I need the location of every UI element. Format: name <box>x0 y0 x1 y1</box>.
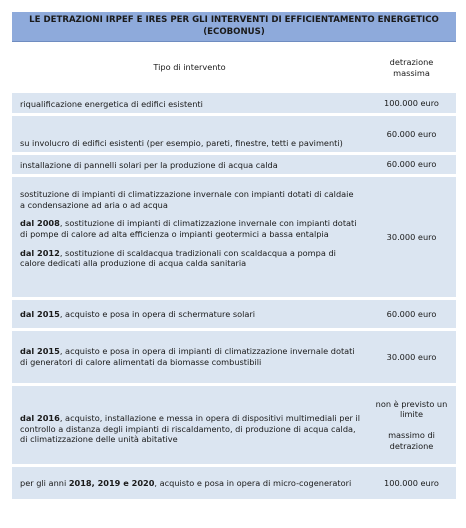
row-text <box>12 177 367 297</box>
table-row <box>12 155 456 174</box>
row-text-rest: , acquisto, installazione e messa in opera di dispositivi multimediali per il controllo a distanza degli impianti di riscaldamento, di produzione di acqua calda, di climatizzazione delle unità abitative <box>20 413 361 445</box>
header-detrazione-massima <box>367 42 456 94</box>
row-paragraph-text: , sostituzione di impianti di climatizzazione invernale con impianti dotati di pompe di calore ad alta efficienza o impianti geotermici a bassa entalpia <box>20 218 357 239</box>
row-year: dal 2015 <box>20 346 60 357</box>
table-row <box>12 467 456 499</box>
row-text-rest: , acquisto e posa in opera di micro-cogeneratori <box>154 477 352 488</box>
table-row <box>12 386 456 464</box>
table-row <box>12 93 456 113</box>
row-text: su involucro di edifici esistenti (per esempio, pareti, finestre, tetti e pavimenti) <box>12 116 367 152</box>
row-text <box>12 386 367 464</box>
row-year: dal 2015 <box>20 308 60 319</box>
table-row <box>12 116 456 152</box>
header-detrazione-label: detrazione <box>389 56 434 67</box>
row-text <box>12 300 367 328</box>
table-row <box>12 331 456 383</box>
row-value: 30.000 euro <box>367 331 456 383</box>
ecobonus-table <box>12 12 456 499</box>
row-year: dal 2008 <box>20 218 60 229</box>
table-title: LE DETRAZIONI IRPEF E IRES PER GLI INTERVENTI DI EFFICIENTAMENTO ENERGETICO (ECOBONUS) <box>12 12 456 42</box>
row-text <box>12 331 367 383</box>
row-text-rest: , acquisto e posa in opera di schermature solari <box>59 308 256 319</box>
header-tipo-intervento: Tipo di intervento <box>12 42 367 94</box>
row-text: riqualificazione energetica di edifici esistenti <box>12 93 367 113</box>
row-text <box>12 467 367 499</box>
row-value-line: non è previsto un limite <box>375 398 448 420</box>
header-row <box>12 42 456 94</box>
row-value <box>367 386 456 464</box>
row-text-prefix: per gli anni <box>20 477 69 488</box>
row-value: 60.000 euro <box>367 155 456 174</box>
row-paragraph: sostituzione di impianti di climatizzazione invernale con impianti dotati di caldaie a condensazione ad aria o ad acqua <box>20 189 354 210</box>
ecobonus-table-container <box>12 12 456 499</box>
table-row <box>12 177 456 297</box>
table-row <box>12 300 456 328</box>
row-value: 30.000 euro <box>367 177 456 297</box>
row-value: 100.000 euro <box>367 93 456 113</box>
row-text-rest: , acquisto e posa in opera di impianti di climatizzazione invernale dotati di generatori di calore alimentati da biomasse combustibili <box>20 346 355 367</box>
row-value: 60.000 euro <box>367 300 456 328</box>
row-year: 2018, 2019 e 2020 <box>68 477 155 488</box>
row-paragraph <box>20 218 361 239</box>
row-text: installazione di pannelli solari per la produzione di acqua calda <box>12 155 367 174</box>
row-value-line: massimo di detrazione <box>388 430 435 451</box>
row-value: 100.000 euro <box>367 467 456 499</box>
row-paragraph-text: , sostituzione di scaldacqua tradizionali con scaldacqua a pompa di calore dedicati alla produzione di acqua calda sanitaria <box>20 247 336 269</box>
row-paragraph <box>20 248 361 269</box>
row-year: dal 2012 <box>20 247 60 258</box>
header-massima-label: massima <box>393 67 430 78</box>
row-year: dal 2016 <box>20 413 60 424</box>
row-value: 60.000 euro <box>367 116 456 152</box>
